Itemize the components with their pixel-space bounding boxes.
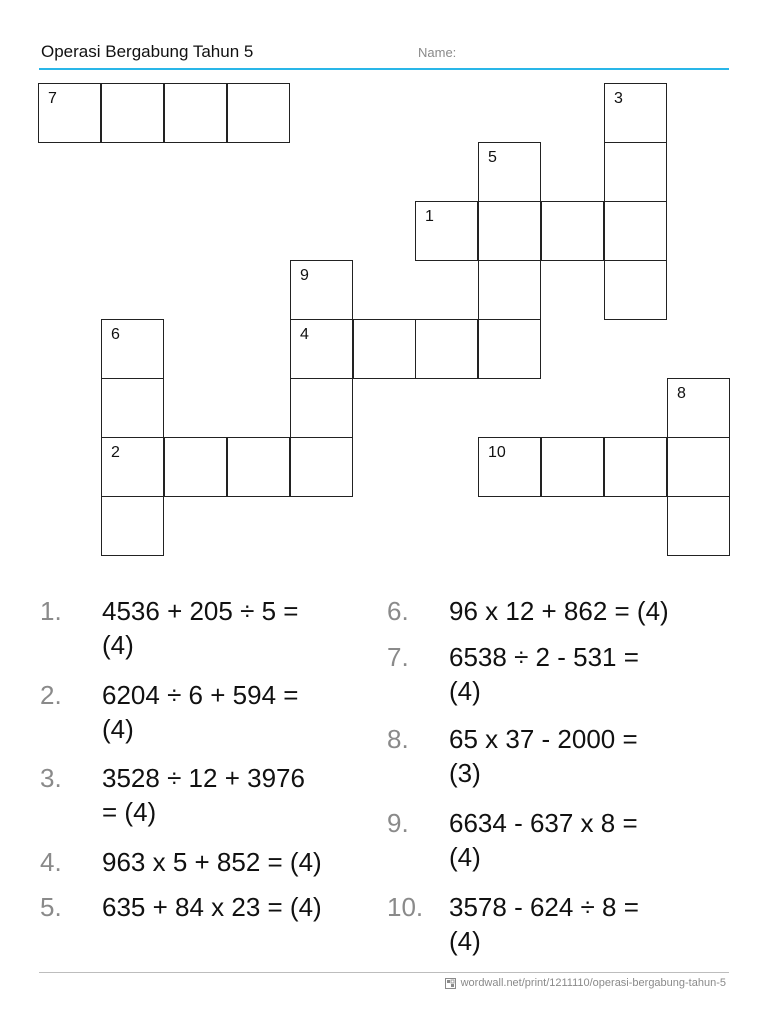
crossword-cell[interactable] — [541, 201, 604, 261]
crossword-cell[interactable] — [478, 201, 541, 261]
clue-1 — [40, 594, 298, 662]
cell-number: 6 — [111, 326, 120, 343]
clue-number: 1. — [40, 596, 62, 626]
crossword-cell[interactable] — [101, 378, 164, 438]
clue-number: 4. — [40, 847, 62, 877]
crossword-cell[interactable] — [290, 378, 353, 438]
cell-number: 5 — [488, 149, 497, 166]
crossword-cell[interactable] — [227, 437, 290, 497]
cell-number: 2 — [111, 444, 120, 461]
name-label: Name: — [418, 45, 457, 60]
crossword-cell[interactable] — [667, 496, 730, 556]
crossword-cell[interactable] — [604, 142, 667, 202]
clue-text: 963 x 5 + 852 = (4) — [102, 847, 322, 877]
clue-3 — [40, 761, 305, 829]
wordwall-logo-icon — [445, 978, 456, 989]
crossword-cell[interactable] — [478, 437, 541, 497]
cell-number: 9 — [300, 267, 309, 284]
clue-text: 635 + 84 x 23 = (4) — [102, 892, 322, 922]
cell-number: 1 — [425, 208, 434, 225]
cell-number: 3 — [614, 90, 623, 107]
crossword-cell[interactable] — [227, 83, 290, 143]
crossword-cell[interactable] — [353, 319, 416, 379]
crossword-cell[interactable] — [101, 496, 164, 556]
clue-text: 6538 ÷ 2 - 531 = (4) — [449, 642, 639, 706]
crossword-cell[interactable] — [164, 437, 227, 497]
crossword-cell[interactable] — [541, 437, 604, 497]
crossword-cell[interactable] — [164, 83, 227, 143]
cell-number: 8 — [677, 385, 686, 402]
clue-text: 6204 ÷ 6 + 594 = (4) — [102, 680, 299, 744]
crossword-cell[interactable] — [667, 378, 730, 438]
crossword-cell[interactable] — [667, 437, 730, 497]
crossword-cell[interactable] — [290, 437, 353, 497]
crossword-cell[interactable] — [290, 260, 353, 320]
cell-number: 4 — [300, 326, 309, 343]
clue-4 — [40, 845, 322, 879]
clue-6 — [387, 594, 669, 628]
crossword-cell[interactable] — [604, 260, 667, 320]
clue-number: 6. — [387, 596, 409, 626]
crossword-cell[interactable] — [101, 83, 164, 143]
crossword-cell[interactable] — [38, 83, 101, 143]
clue-number: 5. — [40, 892, 62, 922]
clue-text: 4536 + 205 ÷ 5 = (4) — [102, 596, 299, 660]
clue-number: 8. — [387, 724, 409, 754]
clue-10 — [387, 890, 639, 958]
crossword-cell[interactable] — [290, 319, 353, 379]
crossword-cell[interactable] — [415, 319, 478, 379]
clue-number: 9. — [387, 808, 409, 838]
footer-url[interactable]: wordwall.net/print/1211110/operasi-bergabung-tahun-5 — [460, 977, 726, 989]
clue-2 — [40, 678, 298, 746]
crossword-cell[interactable] — [478, 260, 541, 320]
clue-text: 96 x 12 + 862 = (4) — [449, 596, 669, 626]
crossword-cell[interactable] — [604, 83, 667, 143]
crossword-cell[interactable] — [415, 201, 478, 261]
crossword-cell[interactable] — [101, 319, 164, 379]
clue-number: 10. — [387, 892, 424, 922]
clue-number: 2. — [40, 680, 62, 710]
clue-number: 7. — [387, 642, 409, 672]
footer — [445, 977, 726, 989]
crossword-cell[interactable] — [478, 142, 541, 202]
clue-7 — [387, 640, 639, 708]
clue-number: 3. — [40, 763, 62, 793]
crossword-cell[interactable] — [101, 437, 164, 497]
cell-number: 10 — [488, 444, 506, 461]
clue-text: 6634 - 637 x 8 = (4) — [449, 808, 638, 872]
clue-text: 3578 - 624 ÷ 8 = (4) — [449, 892, 639, 956]
clue-8 — [387, 722, 638, 790]
cell-number: 7 — [48, 90, 57, 107]
worksheet-title: Operasi Bergabung Tahun 5 — [41, 42, 254, 61]
crossword-cell[interactable] — [478, 319, 541, 379]
crossword-cell[interactable] — [604, 201, 667, 261]
clue-5 — [40, 890, 322, 924]
footer-divider — [39, 972, 729, 973]
clue-text: 65 x 37 - 2000 = (3) — [449, 724, 638, 788]
clue-text: 3528 ÷ 12 + 3976 = (4) — [102, 763, 305, 827]
clue-9 — [387, 806, 638, 874]
crossword-cell[interactable] — [604, 437, 667, 497]
